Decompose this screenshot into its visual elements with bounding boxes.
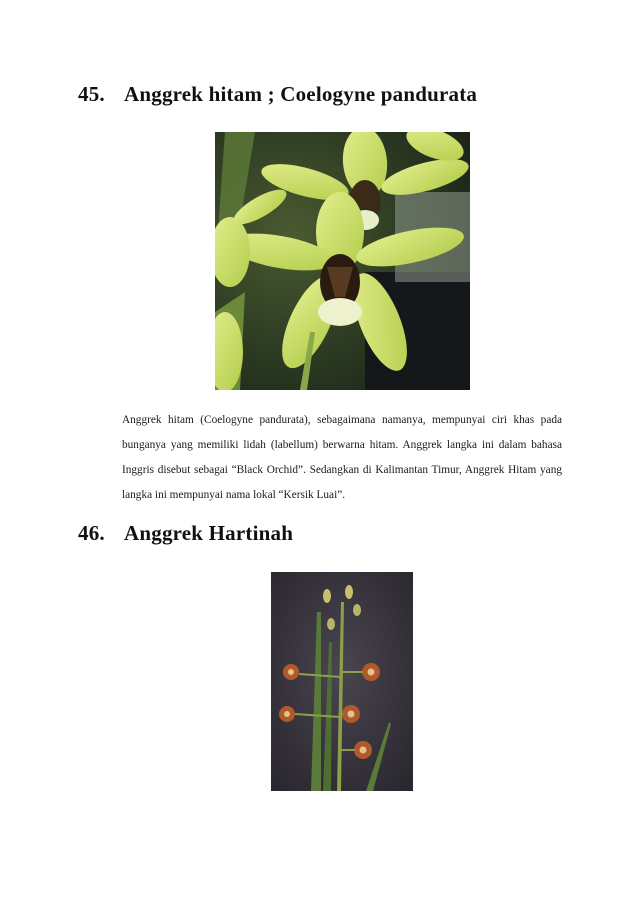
hartinah-orchid-photo <box>271 572 413 791</box>
section-46-title: Anggrek Hartinah <box>124 521 294 545</box>
section-45-title: Anggrek hitam ; Coelogyne pandurata <box>124 82 478 106</box>
section-45-number: 45. <box>78 82 105 106</box>
section-45-heading <box>78 82 477 107</box>
black-orchid-description: Anggrek hitam (Coelogyne pandurata), sebagaimana namanya, mempunyai ciri khas pada bunganya yang memiliki lidah (labellum) berwarna hitam. Anggrek langka ini dalam bahasa Inggris disebut sebagai “Black Orchid”. Sedangkan di Kalimantan Timur, Anggrek Hitam yang langka ini mempunyai nama lokal “Kersik Luai”. <box>122 414 562 501</box>
orchid-photo-icon <box>215 132 470 390</box>
orchid-photo-icon <box>271 572 413 791</box>
black-orchid-photo <box>215 132 470 390</box>
section-46-number: 46. <box>78 521 105 545</box>
section-46-heading <box>78 521 293 546</box>
